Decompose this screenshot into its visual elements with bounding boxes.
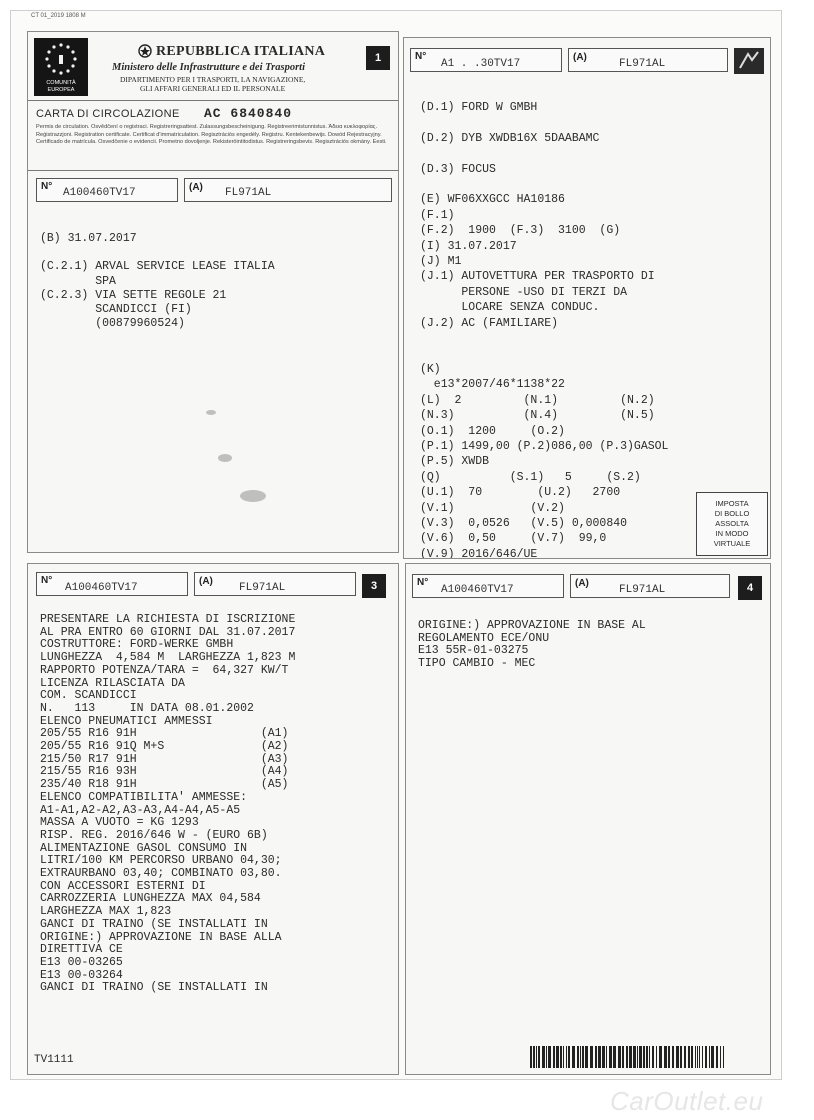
text-line: ORIGINE:) APPROVAZIONE IN BASE AL <box>418 619 646 632</box>
text-line: (N.3) (N.4) (N.5) <box>420 409 655 423</box>
text-line: (D.1) FORD W GMBH <box>420 101 538 114</box>
emblem-icon <box>138 44 152 58</box>
text-line: ELENCO COMPATIBILITA' AMMESSE: <box>40 790 248 804</box>
text-line: EXTRAURBANO 03,40; COMBINATO 03,80. <box>40 867 282 881</box>
plate-number-2: FL971AL <box>619 58 666 70</box>
text-line <box>420 115 668 130</box>
text-line: ELENCO PNEUMATICI AMMESSI <box>40 714 213 728</box>
text-line: (I) 31.07.2017 <box>420 239 517 253</box>
n-label: N° <box>41 181 53 192</box>
text-line: GANCI DI TRAINO (SE INSTALLATI IN <box>40 981 268 995</box>
text-line: (F.1) <box>420 208 455 222</box>
document-sheet <box>10 10 782 1080</box>
text-line: IN MODO <box>715 529 749 538</box>
department-line-2: GLI AFFARI GENERALI ED IL PERSONALE <box>140 84 286 93</box>
text-line: (Q) (S.1) 5 (S.2) <box>420 470 641 484</box>
text-line: (C.2.1) ARVAL SERVICE LEASE ITALIA <box>40 260 275 274</box>
plate-box-2 <box>568 48 728 72</box>
text-line: ORIGINE:) APPROVAZIONE IN BASE ALLA <box>40 930 282 944</box>
text-line: GANCI DI TRAINO (SE INSTALLATI IN <box>40 917 268 931</box>
text-line: (P.1) 1499,00 (P.2)086,00 (P.3)GASOL <box>420 439 669 453</box>
text-line: (V.1) (V.2) <box>420 501 565 515</box>
text-line: (K) <box>420 362 441 376</box>
text-line: E13 00-03265 <box>40 955 123 969</box>
text-line: RAPPORTO POTENZA/TARA = 64,327 KW/T <box>40 663 289 677</box>
text-line: CARROZZERIA LUNGHEZZA MAX 04,584 <box>40 892 261 906</box>
text-line <box>420 347 668 362</box>
text-line: DI BOLLO <box>714 509 750 518</box>
plate-number-4: FL971AL <box>619 584 666 596</box>
text-line: N. 113 IN DATA 08.01.2002 <box>40 701 254 715</box>
tax-stamp-box <box>696 492 768 556</box>
text-line: (00879960524) <box>40 317 185 331</box>
text-line: (J.1) AUTOVETTURA PER TRASPORTO DI <box>420 270 655 284</box>
panel-3 <box>27 563 399 1075</box>
registration-number-box-4 <box>412 574 564 598</box>
text-line: (V.6) 0,50 (V.7) 99,0 <box>420 532 607 546</box>
text-line: 215/55 R16 93H (A4) <box>40 765 289 779</box>
text-line: SPA <box>40 274 116 288</box>
registration-number-4: A100460TV17 <box>441 584 514 596</box>
text-line: (P.5) XWDB <box>420 455 490 469</box>
plate-number: FL971AL <box>225 187 272 199</box>
eu-stars-icon <box>34 38 88 80</box>
text-line <box>420 146 668 161</box>
text-line: E13 55R-01-03275 <box>418 644 529 658</box>
footer-code: TV1111 <box>34 1054 74 1066</box>
text-line <box>420 177 668 192</box>
text-line: PRESENTARE LA RICHIESTA DI ISCRIZIONE <box>40 613 296 626</box>
text-line: LITRI/100 KM PERCORSO URBANO 04,30; <box>40 854 282 868</box>
text-line: (U.1) 70 (U.2) 2700 <box>420 486 621 500</box>
owner-fields <box>40 232 275 331</box>
corner-mark-icon <box>734 48 764 74</box>
eu-label: COMUNITÀ EUROPEA <box>46 80 76 93</box>
text-line: SCANDICCI (FI) <box>40 303 192 317</box>
panel-2 <box>403 37 771 559</box>
text-line <box>420 331 668 346</box>
doc-title: CARTA DI CIRCOLAZIONE <box>36 108 180 120</box>
text-line: TIPO CAMBIO - MEC <box>418 657 536 671</box>
registration-number-2: A1 . .30TV17 <box>441 58 521 70</box>
ministry-name: Ministero delle Infrastrutture e dei Trasporti <box>112 62 306 73</box>
text-line: LUNGHEZZA 4,584 M LARGHEZZA 1,823 M <box>40 651 296 665</box>
text-line: e13*2007/46*1138*22 <box>420 378 565 392</box>
text-line: MASSA A VUOTO = KG 1293 <box>40 816 199 830</box>
text-line: (V.3) 0,0526 (V.5) 0,000840 <box>420 516 628 530</box>
notes-fields <box>40 614 295 995</box>
page-number-3: 3 <box>362 574 386 598</box>
text-line: AL PRA ENTRO 60 GIORNI DAL 31.07.2017 <box>40 625 296 639</box>
text-line: 205/55 R16 91Q M+S (A2) <box>40 740 289 754</box>
doc-code: AC 6840840 <box>204 106 293 121</box>
republic-title: REPUBBLICA ITALIANA <box>156 44 326 59</box>
watermark: CarOutlet.eu <box>610 1086 764 1116</box>
text-line: (E) WF06XXGCC HA10186 <box>420 193 565 207</box>
n-label-2: N° <box>415 51 427 62</box>
plate-box <box>184 178 392 202</box>
department-line-1: DIPARTIMENTO PER I TRASPORTI, LA NAVIGAZIONE, <box>120 75 306 84</box>
registration-number-3: A100460TV17 <box>65 582 138 594</box>
registration-number-box <box>36 178 178 202</box>
a-label: (A) <box>189 182 203 193</box>
text-line: A1-A1,A2-A2,A3-A3,A4-A4,A5-A5 <box>40 803 241 817</box>
text-line: IMPOSTA <box>715 499 749 508</box>
text-line: 235/40 R18 91H (A5) <box>40 778 289 792</box>
text-line: COSTRUTTORE: FORD-WERKE GMBH <box>40 638 234 652</box>
barcode-icon <box>530 1046 726 1068</box>
text-line: VIRTUALE <box>713 539 751 548</box>
text-line: (V.9) 2016/646/UE <box>420 547 538 559</box>
text-line: REGOLAMENTO ECE/ONU <box>418 631 550 645</box>
vehicle-fields <box>420 100 668 559</box>
text-line: (L) 2 (N.1) (N.2) <box>420 393 655 407</box>
panel-4 <box>405 563 771 1075</box>
text-line: (F.2) 1900 (F.3) 3100 (G) <box>420 224 621 238</box>
eu-flag <box>34 38 88 96</box>
a-label-4: (A) <box>575 578 589 589</box>
panel-1 <box>27 31 399 553</box>
text-line: 215/50 R17 91H (A3) <box>40 752 289 766</box>
page-number-1: 1 <box>366 46 390 70</box>
n-label-4: N° <box>417 577 429 588</box>
plate-box-4 <box>570 574 730 598</box>
header-small-code: CT 01_2019 1808 M <box>31 13 86 19</box>
page-number-4: 4 <box>738 576 762 600</box>
text-line: E13 00-03264 <box>40 968 123 982</box>
a-label-2: (A) <box>573 52 587 63</box>
approval-fields <box>418 620 646 671</box>
n-label-3: N° <box>41 575 53 586</box>
text-line: 205/55 R16 91H (A1) <box>40 727 289 741</box>
registration-number-box-3 <box>36 572 188 596</box>
plate-number-3: FL971AL <box>239 582 286 594</box>
registration-number: A100460TV17 <box>63 187 136 199</box>
text-line: COM. SCANDICCI <box>40 689 137 703</box>
text-line: ASSOLTA <box>715 519 749 528</box>
text-line: RISP. REG. 2016/646 W - (EURO 6B) <box>40 828 268 842</box>
fine-print: Permis de circulation. Osvědčení o registraci. Registreringsattest. Zulassungsbescheinigung. Registreerimistunnistus. Άδεια κυκλοφορίας. Reġistrazzjoni. Registration certificate. Certificat d'immatriculation. Regisztrációs engedély. Reġistru. Kentekenbewijs. Dowód Rejestracyjny. Certificado de matrícula. Osvedčenie o evidencii. Prometno dovoljenje. Rekisteröintitodistus. Registreringsbevis. Regisztrációs okmány. Eesti. <box>36 124 387 146</box>
text-line: (O.1) 1200 (O.2) <box>420 424 565 438</box>
text-line: LARGHEZZA MAX 1,823 <box>40 905 172 919</box>
registration-number-box-2 <box>410 48 562 72</box>
plate-box-3 <box>194 572 356 596</box>
text-line: ALIMENTAZIONE GASOL CONSUMO IN <box>40 841 248 855</box>
text-line: CON ACCESSORI ESTERNI DI <box>40 879 206 893</box>
text-line: (J.2) AC (FAMILIARE) <box>420 316 559 330</box>
text-line: (D.2) DYB XWDB16X 5DAABAMC <box>420 131 600 145</box>
text-line: LICENZA RILASCIATA DA <box>40 676 185 690</box>
text-line <box>40 246 275 260</box>
text-line: DIRETTIVA CE <box>40 943 123 957</box>
text-line: (D.3) FOCUS <box>420 162 496 176</box>
a-label-3: (A) <box>199 576 213 587</box>
text-line: (J) M1 <box>420 255 462 269</box>
text-line: (B) 31.07.2017 <box>40 232 137 245</box>
text-line: (C.2.3) VIA SETTE REGOLE 21 <box>40 288 227 302</box>
text-line: LOCARE SENZA CONDUC. <box>420 301 600 315</box>
text-line: PERSONE -USO DI TERZI DA <box>420 285 628 299</box>
